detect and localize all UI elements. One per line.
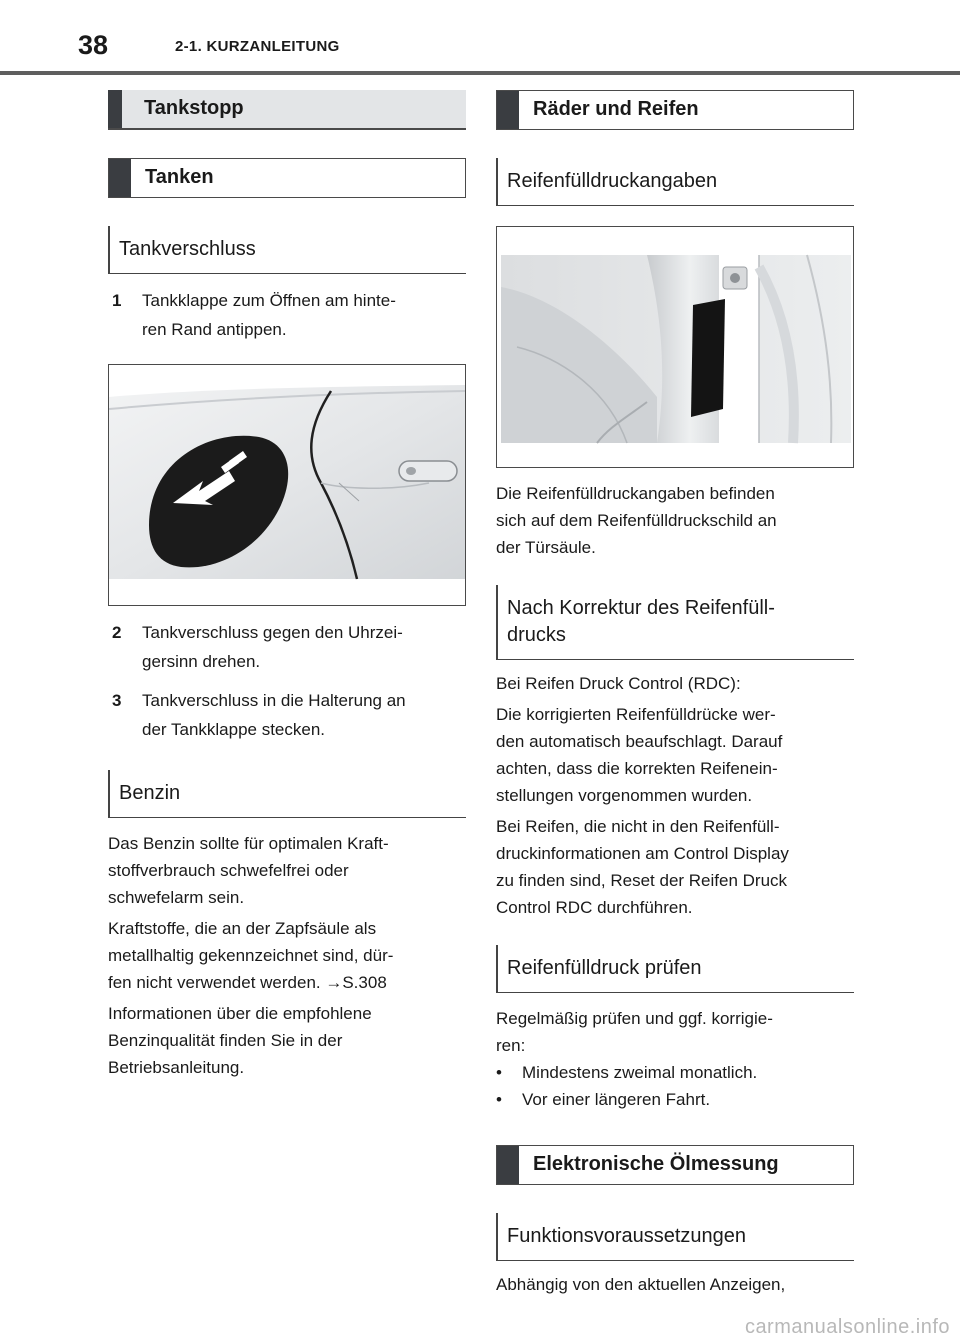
heading-elektronische-oelmessung: Elektronische Ölmessung [496,1145,854,1185]
step-number: 3 [112,691,122,710]
text-line: zu finden sind, Reset der Reifen Druck [496,871,788,890]
text-line: stoffverbrauch schwefelfrei oder [108,861,349,880]
page-number: 38 [78,30,109,60]
text-line: ren: [496,1036,526,1055]
heading-tanken: Tanken [108,158,466,198]
paragraph-benzin-1 [108,830,466,911]
paragraph-angaben [496,480,854,561]
paragraph-pruefen [496,1005,854,1059]
text-line: den automatisch beaufschlagt. Darauf [496,732,783,751]
text-line: Regelmäßig prüfen und ggf. korrigie- [496,1009,773,1028]
step-text-line: Tankklappe zum Öffnen am hinte- [142,291,396,310]
heading-tankverschluss: Tankverschluss [108,226,466,274]
text-line: Kraftstoffe, die an der Zapfsäule als [108,919,377,938]
fuel-flap-illustration [108,364,466,606]
heading-funktionsvoraussetzungen: Funktionsvoraussetzungen [496,1213,854,1261]
text-line: druckinformationen am Control Display [496,844,789,863]
step-number: 2 [112,623,122,642]
heading-benzin: Benzin [108,770,466,818]
step-1 [108,286,466,344]
left-column [108,90,466,1081]
heading-raeder-und-reifen: Räder und Reifen [496,90,854,130]
right-column [496,90,854,1298]
paragraph-korrektur-2 [496,701,854,809]
text-line: Bei Reifen, die nicht in den Reifenfüll- [496,817,780,836]
step-2 [108,618,466,676]
header-rule [0,71,960,75]
door-pillar-drawing [497,227,853,467]
heading-tankstopp: Tankstopp [108,90,466,130]
heading-reifenfuelldruck-pruefen: Reifenfülldruck prüfen [496,945,854,993]
text-line: Benzinqualität finden Sie in der [108,1031,343,1050]
heading-line: drucks [507,624,566,646]
text-line: stellungen vorgenommen wurden. [496,786,753,805]
running-head: 2-1. KURZANLEITUNG [175,38,340,55]
paragraph-benzin-3 [108,1000,466,1081]
paragraph-korrektur-3 [496,813,854,921]
text-line: sich auf dem Reifenfülldruckschild an [496,511,777,530]
text-line: schwefelarm sein. [108,888,245,907]
text-line: der Türsäule. [496,538,596,557]
text-line: Das Benzin sollte für optimalen Kraft- [108,834,389,853]
bullet-item: • Mindestens zweimal monatlich. [496,1059,854,1086]
text-line: Die Reifenfülldruckangaben befinden [496,484,775,503]
text-line: Die korrigierten Reifenfülldrücke wer- [496,705,776,724]
step-text-line: der Tankklappe stecken. [142,720,326,739]
heading-line: Nach Korrektur des Reifenfüll- [507,597,775,619]
step-text-line: gersinn drehen. [142,652,261,671]
heading-reifenfuelldruckangaben: Reifenfülldruckangaben [496,158,854,206]
step-text-line: Tankverschluss in die Halterung an [142,691,406,710]
paragraph-funktion: Abhängig von den aktuellen Anzeigen, [496,1275,786,1294]
text-line: metallhaltig gekennzeichnet sind, dür- [108,946,394,965]
text-line: Betriebsanleitung. [108,1058,245,1077]
door-pillar-illustration [496,226,854,468]
heading-nach-korrektur [496,585,854,660]
text-line: fen nicht verwendet werden. →S.308 [108,973,387,992]
text-line: Control RDC durchführen. [496,898,693,917]
step-text-line: Tankverschluss gegen den Uhrzei- [142,623,403,642]
step-number: 1 [112,291,122,310]
fuel-flap-drawing [109,365,465,605]
watermark: carmanualsonline.info [744,1316,950,1338]
paragraph-rdc: Bei Reifen Druck Control (RDC): [496,674,741,693]
text-line: Informationen über die empfohlene [108,1004,372,1023]
step-3 [108,686,466,744]
bullet-item: • Vor einer längeren Fahrt. [496,1086,854,1113]
paragraph-benzin-2 [108,915,466,996]
step-text-line: ren Rand antippen. [142,320,287,339]
text-line: achten, dass die korrekten Reifenein- [496,759,778,778]
